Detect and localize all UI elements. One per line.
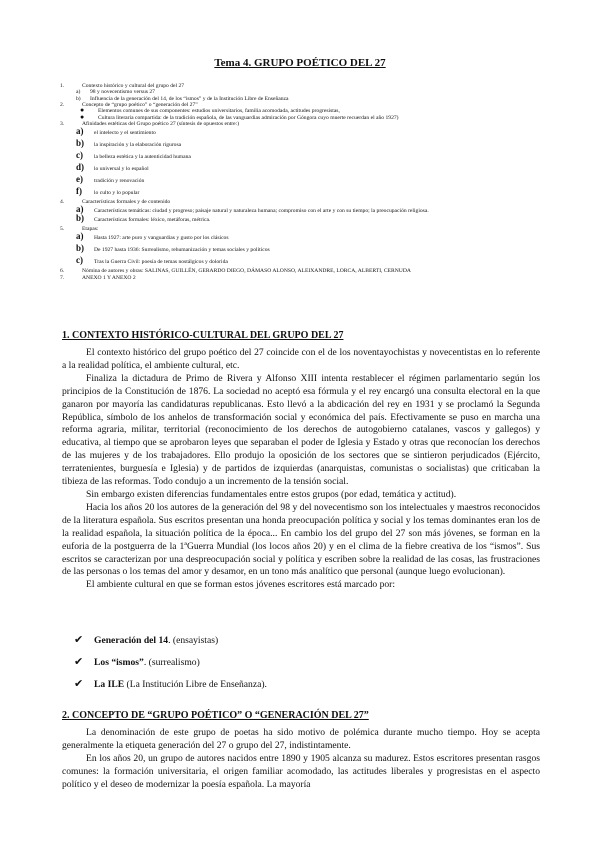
- toc-item-text: Características temáticas: ciudad y progreso; paisaje natural y naturaleza humana; compromiso con el arte y con su tiempo; la preocupación religiosa.: [94, 207, 429, 214]
- toc-item-text: Hasta 1927: arte puro y vanguardias y gusto por los clásicos: [94, 235, 229, 242]
- toc-item-number: b): [76, 138, 85, 149]
- toc-item-number: b): [76, 243, 85, 254]
- toc-item-text: Características formales y de contenido: [82, 199, 171, 206]
- section-1-paragraph: Hacia los años 20 los autores de la generación del 98 y del novecentismo son los intelectuales y maestros reconocidos de la literatura española. Sus escritos presentan una honda preocupación política y social y los temas dominantes eran los de la realidad española, la situación política de la época... En cambio los del grupo del 27 son más jóvenes, se forman en la euforia de la postguerra de la 1ªGuerra Mundial (los locos años 20) y en el clima de la fiebre creativa de los “ismos”. Sus escritos se caracterizan por una despreocupación social y política y escriben sobre la realidad de las cosas, las frustraciones de las personas o los temas del amor y desamor, en un tono más analítico que personal (aunque luego evolucionan).: [62, 501, 540, 578]
- toc-item-number: 1.: [60, 83, 65, 89]
- toc-item: [60, 214, 530, 226]
- bullet-icon: ●: [80, 106, 85, 115]
- toc-item: [60, 232, 530, 244]
- document-title: Tema 4. GRUPO POÉTICO DEL 27: [214, 57, 386, 69]
- toc-item-number: a): [76, 203, 84, 214]
- toc-item-text: la belleza estética y la autenticidad humana: [94, 154, 191, 161]
- toc-item-number: a): [76, 89, 81, 96]
- checklist: [74, 633, 267, 699]
- table-of-contents: [60, 83, 530, 281]
- toc-item-text: ANEXO 1 Y ANEXO 2: [82, 274, 136, 281]
- toc-item: [60, 151, 530, 163]
- toc-item-number: 7.: [60, 274, 65, 281]
- section-1-paragraph: Finaliza la dictadura de Primo de Rivera y Alfonso XIII intenta restablecer el régimen parlamentario según los principios de la Constitución de 1876. La sociedad no aceptó esa fórmula y el rey encargó una consulta electoral en la que ganaron por mayoría las candidaturas republicanas. Esto llevó a la abdicación del rey en 1931 y se proclamó la Segunda República, símbolo de los anhelos de transformación social y económica del país. Efectivamente se puso en marcha una reforma agraria, militar, territorial (reconocimiento de los derechos de autogobierno catalanes, vascos y gallegos) y educativa, al tiempo que se aprobaron leyes que separaban el poder de Iglesia y Estado y otras que reconocían los derechos de las mujeres y de los trabajadores. Ello produjo la oposición de los sectores que se sintieron perjudicados (Ejército, terratenientes, burguesía e Iglesia) y de partidos de izquierdas (anarquistas, comunistas o socialistas) que criticaban la tibieza de las reformas. Todo condujo a un incremento de la tensión social.: [62, 372, 540, 488]
- toc-item-text: lo universal y lo español: [94, 166, 149, 173]
- toc-item-number: f): [76, 186, 82, 197]
- checkmark-icon: ✔: [74, 656, 84, 668]
- toc-item: [60, 275, 530, 281]
- toc-item-number: b): [76, 95, 81, 102]
- bullet-icon: ●: [80, 112, 85, 121]
- section-1-paragraph: Sin embargo existen diferencias fundamentales entre estos grupos (por edad, temática y actitud).: [86, 488, 457, 500]
- toc-item: [60, 203, 530, 214]
- toc-item-text: Elementos comunes de sus componentes: estudios universitarios, familia acomodada, actitudes progresistas,: [98, 108, 340, 115]
- toc-item-text: Nómina de autores y obras: SALINAS, GUILLÉN, GERARDO DIEGO, DÁMASO ALONSO, ALEIXANDRE, LORCA, ALBERTI, CERNUDA: [82, 268, 411, 275]
- toc-item-text: Etapas:: [82, 226, 99, 233]
- toc-item-number: e): [76, 174, 83, 185]
- toc-item: [60, 163, 530, 175]
- toc-item-number: a): [76, 126, 84, 137]
- toc-item: [60, 244, 530, 256]
- toc-item-number: 2.: [60, 102, 65, 109]
- toc-item-text: Contexto histórico y cultural del grupo del 27: [82, 83, 185, 89]
- toc-item-text: lo culto y lo popular: [94, 190, 140, 197]
- toc-item-text: 98 y novecentismo versus 27: [90, 89, 155, 96]
- toc-item-text: tradición y renovación: [94, 178, 145, 185]
- toc-item-number: b): [76, 213, 85, 224]
- checkmark-icon: ✔: [74, 634, 84, 646]
- section-1-heading: 1. CONTEXTO HISTÓRICO-CULTURAL DEL GRUPO DEL 27: [62, 330, 344, 341]
- toc-item: [60, 187, 530, 199]
- toc-item-text: el intelecto y el sentimiento: [94, 130, 156, 137]
- toc-item-number: 5.: [60, 226, 65, 233]
- toc-item-text: De 1927 hasta 1936: Surrealismo, rehumanización y temas sociales y políticos: [94, 247, 270, 254]
- toc-item-text: Características formales: léxico, metáforas, métrica.: [94, 217, 211, 224]
- toc-item-number: c): [76, 255, 83, 266]
- toc-item-number: a): [76, 231, 84, 242]
- toc-item-text: Cultura literaria compartida: de la tradición española, de las vanguardias admiración por Góngora cuyo muerte recuerdan el año 1927): [98, 114, 399, 121]
- toc-item: [60, 139, 530, 151]
- toc-item-number: 6.: [60, 268, 65, 275]
- checklist-item: ✔ Generación del 14. (ensayistas): [74, 634, 219, 646]
- section-2-paragraph: La denominación de este grupo de poetas ha sido motivo de polémica durante mucho tiempo. Hoy se acepta generalmente la etiqueta generación del 27 o grupo del 27, indistintamente.: [62, 727, 540, 751]
- toc-item-text: Influencia de la generación del 14, de los “ismos” y de la Institución Libre de Enseñanza: [90, 95, 289, 102]
- toc-item: [60, 256, 530, 268]
- toc-item-text: Tras la Guerra Civil: poesía de temas nostálgicos y dolorida: [94, 259, 228, 266]
- toc-item-number: 4.: [60, 199, 65, 206]
- toc-item-text: Afinidades estéticas del Grupo poético 27 (síntesis de opuestos entre:): [82, 121, 240, 128]
- section-1-paragraph: El contexto histórico del grupo poético del 27 coincide con el de los noventayochistas y novecentistas en lo referente a la realidad política, el ambiente cultural, etc.: [62, 347, 540, 371]
- toc-item-number: d): [76, 162, 85, 173]
- toc-item-number: c): [76, 150, 83, 161]
- toc-item: [60, 127, 530, 139]
- toc-item-number: 3.: [60, 121, 65, 128]
- checkmark-icon: ✔: [74, 678, 84, 690]
- section-2-body: [62, 727, 540, 792]
- section-1-body: [62, 347, 540, 592]
- section-2-paragraph: En los años 20, un grupo de autores nacidos entre 1890 y 1905 alcanza su madurez. Estos escritores presentan rasgos comunes: la formación universitaria, el origen familiar acomodado, las actitudes liberales y progresistas en el aspecto político y el deseo de modernizar la poesía española. La mayoría: [62, 752, 540, 790]
- section-1-paragraph: El ambiente cultural en que se forman estos jóvenes escritores está marcado por:: [86, 579, 396, 591]
- toc-item-text: la inspiración y la elaboración rigurosa: [94, 142, 182, 149]
- checklist-item: ✔ Los “ismos”. (surrealismo): [74, 656, 200, 668]
- toc-item: [60, 175, 530, 187]
- section-2-heading: 2. CONCEPTO DE “GRUPO POÉTICO” O “GENERACIÓN DEL 27”: [62, 710, 369, 721]
- toc-item-text: Concepto de “grupo poético” o “generación del 27”: [82, 102, 198, 109]
- checklist-item: ✔ La ILE (La Institución Libre de Enseñanza).: [74, 678, 267, 690]
